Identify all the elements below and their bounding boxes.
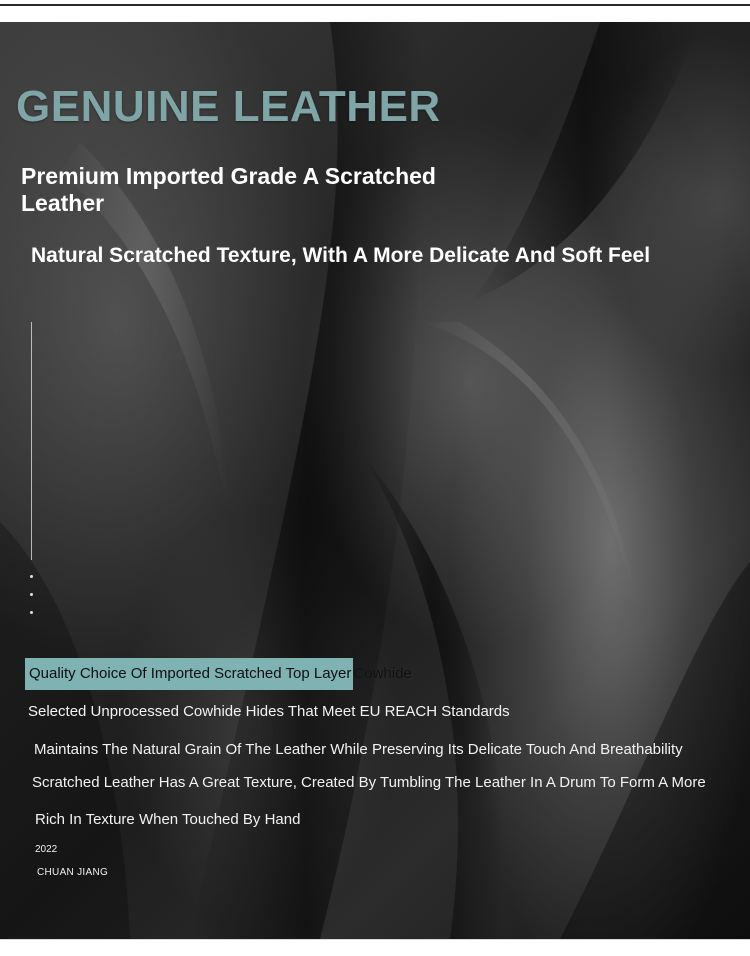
leather-folds-image xyxy=(0,22,750,939)
feature-line-texture-cont: Rich In Texture When Touched By Hand xyxy=(35,811,301,828)
decorative-dot xyxy=(30,611,33,614)
brand-label: CHUAN JIANG xyxy=(37,867,109,878)
year-label: 2022 xyxy=(35,844,58,855)
highlight-caption xyxy=(25,658,412,690)
headline: Premium Imported Grade A Scratched Leather xyxy=(21,163,436,216)
highlight-label: Quality Choice Of Imported Scratched Top Layer xyxy=(25,658,353,690)
feature-line-reach: Selected Unprocessed Cowhide Hides That Meet EU REACH Standards xyxy=(28,703,510,720)
top-divider xyxy=(0,4,750,6)
decorative-dot xyxy=(30,575,33,578)
feature-line-texture: Scratched Leather Has A Great Texture, Created By Tumbling The Leather In A Drum To Form A More xyxy=(32,774,706,791)
feature-line-grain: Maintains The Natural Grain Of The Leather While Preserving Its Delicate Touch And Breathability xyxy=(34,741,683,758)
page-title: GENUINE LEATHER xyxy=(16,82,441,131)
bottom-divider xyxy=(0,939,750,940)
leather-banner xyxy=(0,22,750,939)
decorative-dot xyxy=(30,593,33,596)
subheadline: Natural Scratched Texture, With A More Delicate And Soft Feel xyxy=(31,244,651,267)
decorative-vertical-line xyxy=(31,322,32,560)
highlight-tail: Cowhide xyxy=(353,665,412,682)
